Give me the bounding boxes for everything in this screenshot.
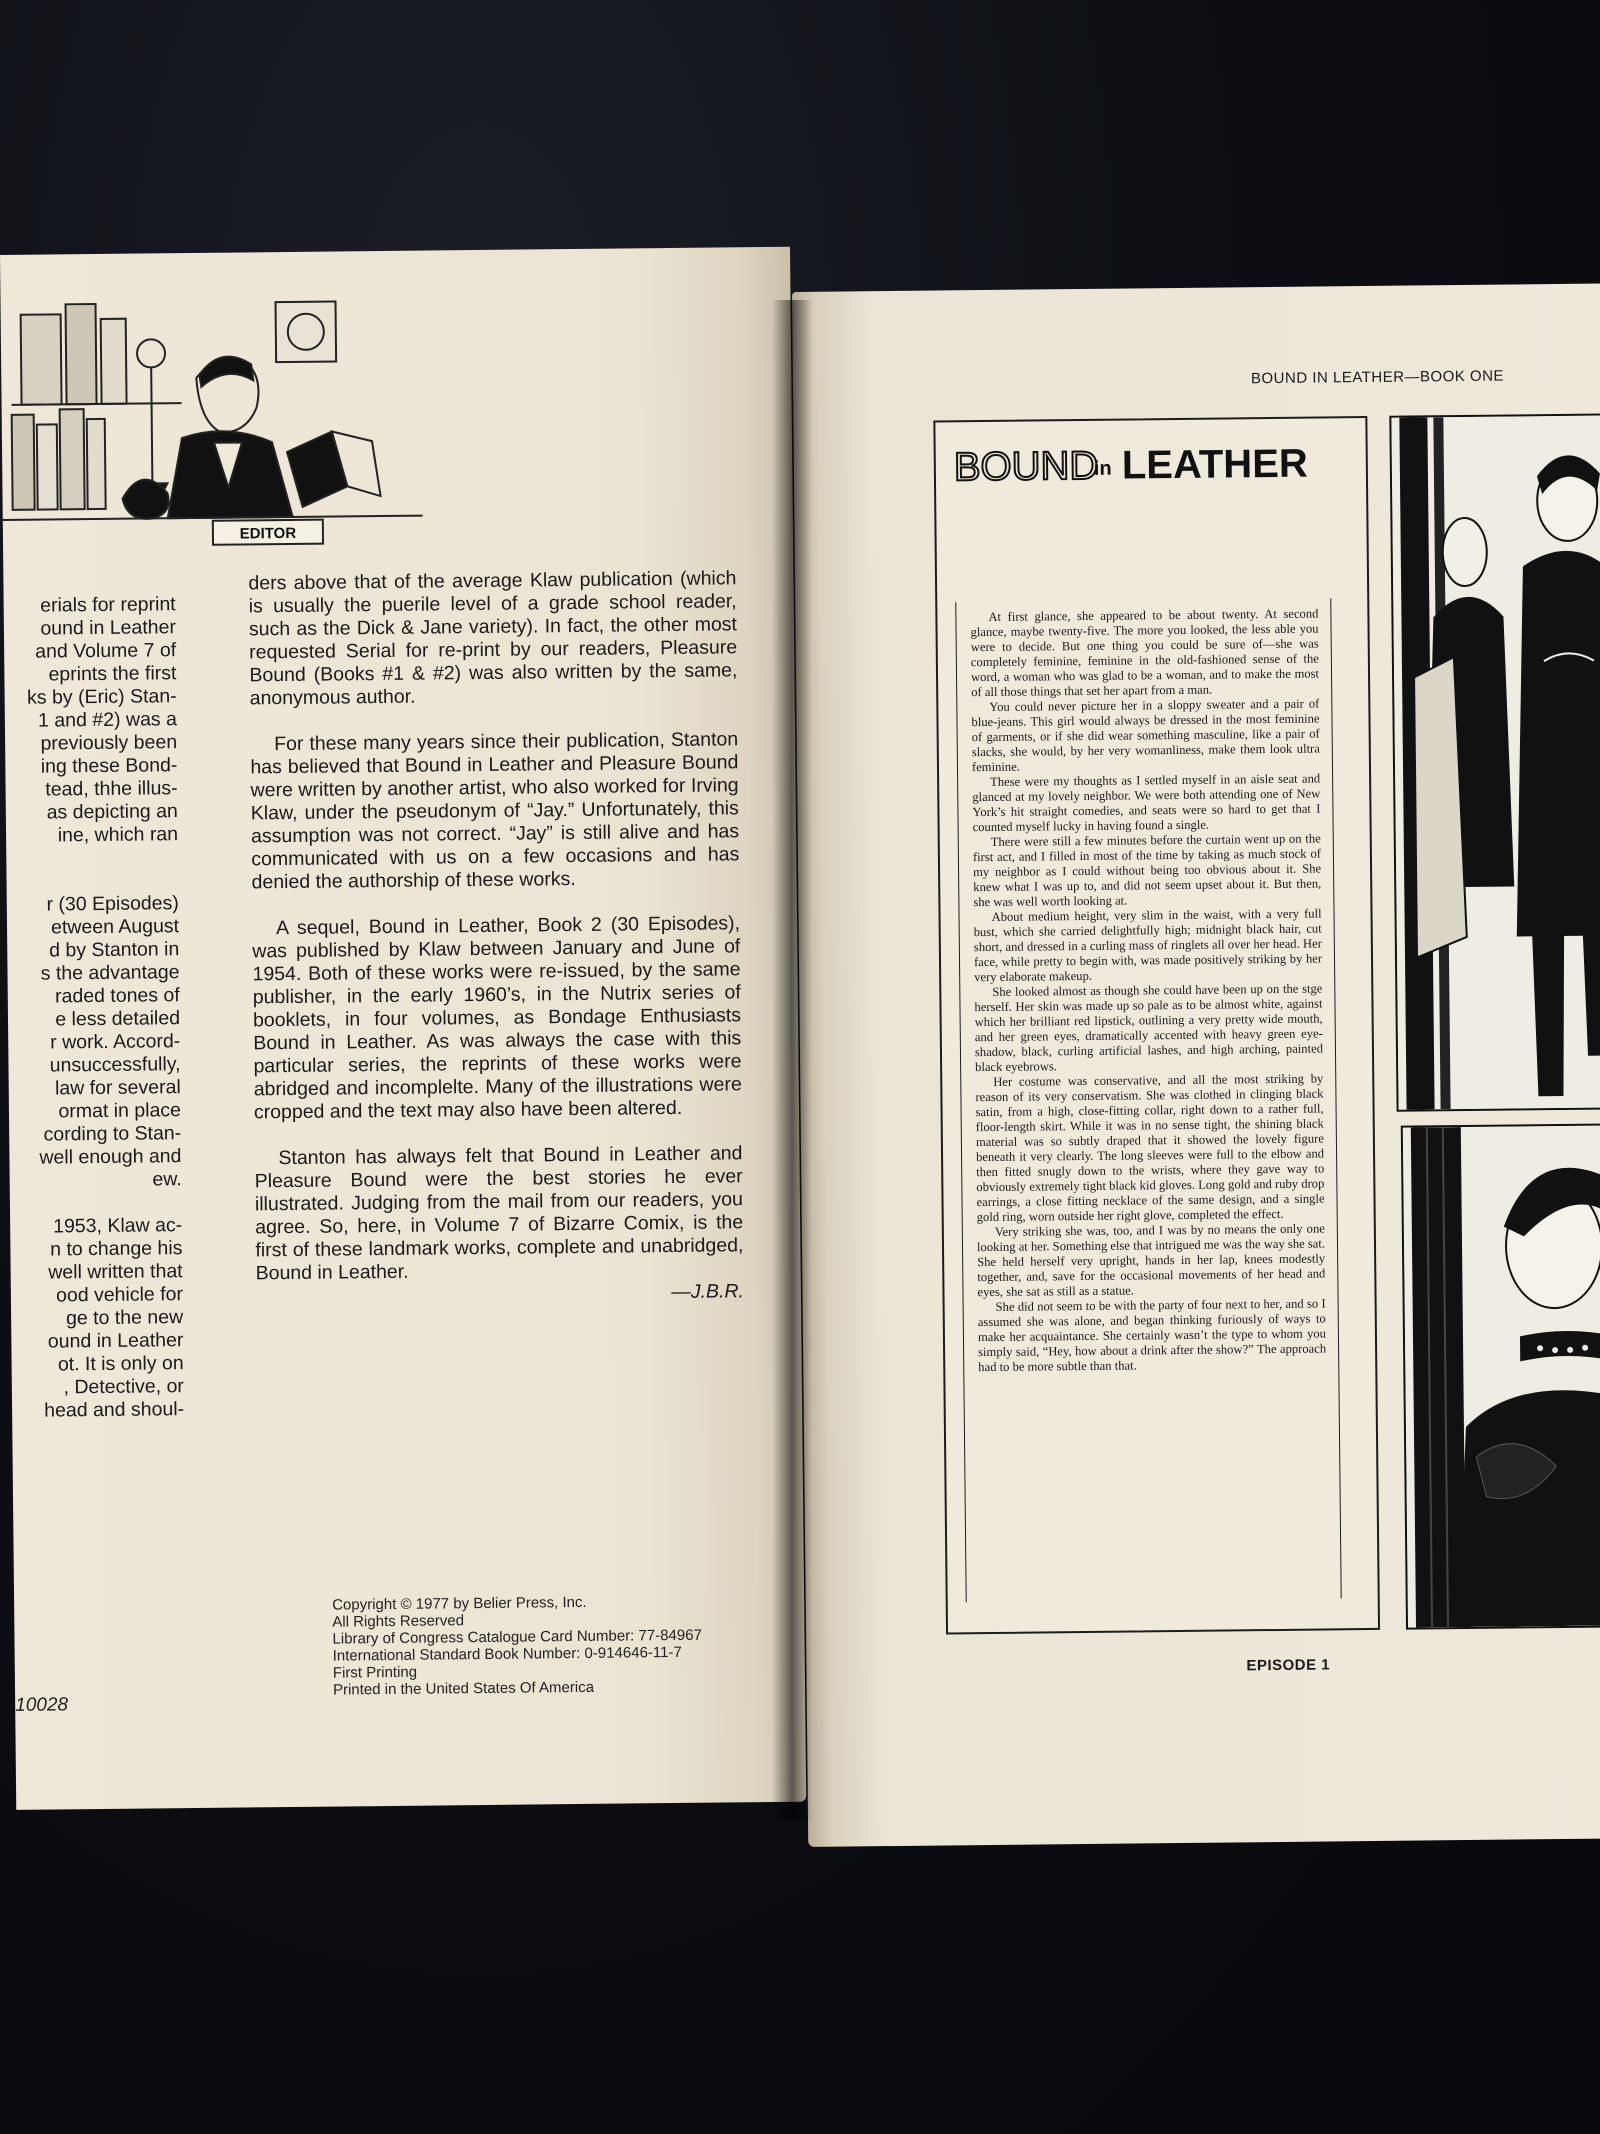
story-paragraph: She looked almost as though she could have been up on the stge herself. Her skin was made up so pale as to be almost white, against which her brilliant red lipstick, outlining a very pretty wide mouth, and her green eyes, dramatically accented with heavy green eye-shadow, black, curling artificial lashes, and high arching, painted black eyebrows. bbox=[974, 981, 1324, 1075]
story-paragraph: At first glance, she appeared to be about twenty. At second glance, maybe twenty-five. The more you looked, the less able you were to decide. But one thing you could be sure of—she was completely feminine, feminine in the old-fashioned sense of the word, a woman who was glad to be a woman, and to make the most of all those things that set her apart from a man. bbox=[970, 606, 1320, 700]
story-paragraph: Very striking she was, too, and I was by no means the only one looking at her. Something else that intrigued me was the way she sat. She held herself very upright, hands in her lap, knees modestly together, and, save for the occasional movements of her head and eyes, she sat as still as a statue. bbox=[976, 1221, 1326, 1300]
column-fragment-line: eprints the first bbox=[48, 662, 177, 686]
column-fragment-line: cording to Stan- bbox=[43, 1122, 182, 1146]
column-fragment-line bbox=[0, 869, 179, 894]
column-fragment-line: ks by (Eric) Stan- bbox=[26, 685, 177, 709]
column-fragment-line: erials for reprint bbox=[40, 593, 176, 617]
logo-word-bound: BOUND bbox=[953, 443, 1099, 490]
column-fragment-line: law for several bbox=[54, 1076, 181, 1100]
column-fragment-line: s the advantage bbox=[40, 961, 180, 985]
running-head: BOUND IN LEATHER—BOOK ONE bbox=[1250, 367, 1505, 388]
story-frame bbox=[933, 416, 1380, 1634]
column-fragment-line: ew. bbox=[152, 1168, 182, 1191]
left-column-fragment bbox=[0, 593, 184, 1423]
editorial-paragraph: Stanton has always felt that Bound in Leather and Pleasure Bound were the best stories he ever illustrated. Judging from the mail from our readers, you agree. So, here, in Volume 7 of Bizarre Comix, is the first of these landmark works, complete and unabridged, Bound in Leather. bbox=[254, 1142, 744, 1285]
column-fragment-line: e less detailed bbox=[55, 1007, 181, 1031]
column-fragment-line: 1953, Klaw ac- bbox=[53, 1214, 183, 1238]
column-fragment-line: ot. It is only on bbox=[57, 1352, 184, 1376]
column-fragment-line: r work. Accord- bbox=[50, 1030, 181, 1054]
column-fragment-line: , Detective, or bbox=[63, 1375, 184, 1399]
column-fragment-line: n to change his bbox=[50, 1237, 183, 1261]
signature: —J.B.R. bbox=[671, 1280, 745, 1304]
comic-panel-seated-woman bbox=[1389, 413, 1600, 1111]
editorial-column bbox=[248, 567, 744, 1331]
copyright-line: All Rights Reserved bbox=[332, 1612, 465, 1631]
editorial-paragraph: For these many years since their publication, Stanton has believed that Bound in Leather and Pleasure Bound were written by another artist, who also worked for Irving Klaw, under the pseudonym of “Jay.” Unfortunately, this assumption was not correct. “Jay” is still alive and has communicated with us on a few occasions and has denied the authorship of these works. bbox=[250, 728, 740, 894]
column-fragment-line: ine, which ran bbox=[57, 823, 179, 847]
column-fragment-line: ge to the new bbox=[65, 1306, 184, 1330]
column-fragment-line: ound in Leather bbox=[40, 616, 177, 640]
column-fragment-line: and Volume 7 of bbox=[35, 639, 177, 663]
column-fragment-line: etween August bbox=[50, 915, 180, 939]
column-fragment-line: well enough and bbox=[39, 1145, 182, 1169]
column-fragment-line: head and shoul- bbox=[44, 1398, 185, 1422]
story-column bbox=[955, 598, 1341, 1602]
column-fragment-line: unsuccessfully, bbox=[49, 1053, 181, 1077]
story-text bbox=[970, 607, 1326, 1376]
copyright-line: International Standard Book Number: 0-914646-11-7 bbox=[332, 1643, 682, 1665]
editorial-paragraph: ders above that of the average Klaw publication (which is usually the puerile level of a grade school reader, such as the Dick & Jane variety). In fact, the other most requested Serial for re-print by our readers, Pleasure Bound (Books #1 & #2) was also written by the same, anonymous author. bbox=[248, 567, 738, 710]
editor-at-desk-illustration bbox=[0, 281, 423, 555]
column-fragment-line: as depicting an bbox=[46, 800, 178, 824]
column-fragment-line: raded tones of bbox=[54, 984, 180, 1008]
story-paragraph: About medium height, very slim in the waist, with a very full bust, which she carried delightfully high; midnight black hair, cut short, and dressed in a curling mass of ringlets all over her head. Her face, while pretty to begin with, was made positively striking by her very elaborate makeup. bbox=[973, 906, 1323, 985]
story-paragraph: She did not seem to be with the party of four next to her, and so I assumed she was alone, and began thinking furiously of ways to make her acquaintance. She certainly wasn’t the type to whom you simply said, “Hey, how about a drink after the show?” The approach had to be more subtle than that. bbox=[977, 1296, 1327, 1375]
woman-seated-theater-illustration bbox=[1391, 416, 1600, 1110]
left-page bbox=[0, 247, 806, 1810]
copyright-line: Printed in the United States Of America bbox=[332, 1678, 595, 1699]
woman-portrait-illustration bbox=[1403, 1125, 1600, 1627]
column-fragment-line: ound in Leather bbox=[47, 1329, 184, 1353]
story-paragraph: You could never picture her in a sloppy sweater and a pair of blue-jeans. This girl would always be dressed in the most feminine of garments, or if she did wear something masculine, like a pair of slacks, she would, by her very womanliness, make them look ultra feminine. bbox=[971, 696, 1320, 775]
copyright-line: Copyright © 1977 by Belier Press, Inc. bbox=[332, 1593, 587, 1614]
editor-nameplate: EDITOR bbox=[239, 524, 297, 543]
copyright-line: Library of Congress Catalogue Card Number: 77-84967 bbox=[332, 1626, 702, 1648]
column-fragment-line bbox=[0, 846, 178, 871]
editorial-paragraph: A sequel, Bound in Leather, Book 2 (30 Episodes), was published by Klaw between January and June of 1954. Both of these works were re-issued, by the same publisher, in the early 1960’s, in the Nutrix series of booklets, in four volumes, as Bondage Enthusiasts Bound in Leather. As was always the case with this particular series, the reprints of these works were abridged and incomplelte. Many of the illustrations were cropped and the text may also have been altered. bbox=[252, 912, 742, 1124]
column-fragment-line: r (30 Episodes) bbox=[46, 892, 179, 916]
column-fragment-line: ing these Bond- bbox=[40, 754, 178, 778]
book-gutter-shadow bbox=[772, 300, 812, 1820]
story-paragraph: There were still a few minutes before the curtain went up on the first act, and I filled in most of the time by taking as much stock of my neighbor as I could without being too obvious about it. She knew what I was up to, and did not seem upset about it. But then, she was well worth looking at. bbox=[972, 831, 1322, 910]
story-paragraph: Her costume was conservative, and all the most striking by reason of its very conservatism. She was clothed in clinging black satin, from a high, close-fitting collar, right down to a rather full, floor-length skirt. While it was in no sense tight, the shining black material was so subtly draped that it showed the lovely figure beneath it very clearly. The long sleeves were full to the elbow and then fitted snugly down to the wrists, where they gave way to obviously extremely tight black kid gloves. Long gold and ruby drop earrings, a close fitting necklace of the same design, and a single gold ring, worn outside her right glove, completed the effect. bbox=[975, 1071, 1325, 1225]
copyright-block bbox=[332, 1592, 753, 1698]
story-paragraph: These were my thoughts as I settled myself in an aisle seat and glanced at my lovely neighbor. We were both attending one of New York’s hit straight comedies, and seats were so hard to get that I counted myself lucky in having found a single. bbox=[972, 771, 1321, 835]
address-zip: 10028 bbox=[15, 1694, 69, 1716]
column-fragment-line: well written that bbox=[48, 1260, 183, 1284]
column-fragment-line bbox=[0, 1191, 182, 1216]
column-fragment-line: tead, thhe illus- bbox=[45, 777, 178, 801]
right-page bbox=[792, 284, 1600, 1847]
copyright-line: First Printing bbox=[332, 1663, 418, 1682]
column-fragment-line: d by Stanton in bbox=[49, 938, 180, 962]
bound-in-leather-logo bbox=[953, 429, 1314, 493]
column-fragment-line: previously been bbox=[40, 731, 178, 755]
column-fragment-line: 1 and #2) was a bbox=[37, 708, 177, 732]
column-fragment-line: ormat in place bbox=[58, 1099, 182, 1123]
episode-label: EPISODE 1 bbox=[1246, 1656, 1331, 1675]
logo-word-leather: LEATHER bbox=[1121, 441, 1308, 488]
logo-word-in: in bbox=[1093, 457, 1112, 480]
column-fragment-line: ood vehicle for bbox=[55, 1283, 184, 1307]
comic-panel-portrait bbox=[1401, 1123, 1600, 1629]
